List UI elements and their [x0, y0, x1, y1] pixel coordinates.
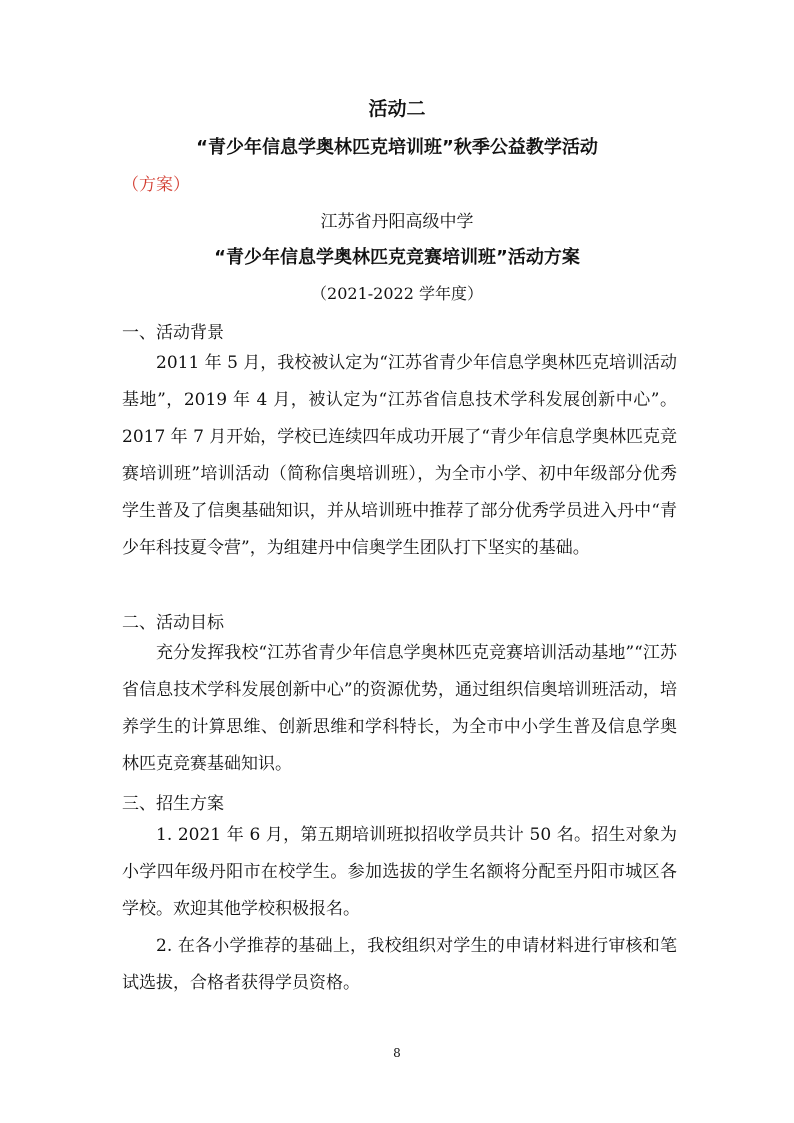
academic-year: （2021-2022 学年度）: [311, 284, 483, 303]
activity-title: “青少年信息学奥林匹克培训班”秋季公益教学活动: [196, 137, 598, 158]
paragraph-enrollment-2: 2. 在各小学推荐的基础上，我校组织对学生的申请材料进行审核和笔试选拔，合格者获得学员资格。: [122, 936, 677, 993]
document-title: “青少年信息学奥林匹克竞赛培训班”活动方案: [214, 247, 580, 268]
section-heading-background: 一、活动背景: [122, 323, 224, 343]
school-name: 江苏省丹阳高级中学: [320, 212, 474, 232]
paragraph-goals: 充分发挥我校“江苏省青少年信息学奥林匹克竞赛培训活动基地”“江苏省信息技术学科发展创新中心”的资源优势，通过组织信奥培训班活动，培养学生的计算思维、创新思维和学科特长，为全市中小学生普及信息学奥林匹克竞赛基础知识。: [122, 643, 677, 774]
plan-tag: （方案）: [122, 175, 190, 195]
page-number: 8: [393, 1046, 401, 1060]
paragraph-background: 2011 年 5 月，我校被认定为“江苏省青少年信息学奥林匹克培训活动基地”，2019 年 4 月，被认定为“江苏省信息技术学科发展创新中心”。2017 年 7 月开始，学校已连续四年成功开展了“青少年信息学奥林匹克竞赛培训班”培训活动（简称信奥培训班），为全市小学、初中年级部分优秀学生普及了信奥基础知识，并从培训班中推荐了部分优秀学员进入丹中“青少年科技夏令营”，为组建丹中信奥学生团队打下坚实的基础。: [122, 353, 677, 558]
section-heading-goals: 二、活动目标: [122, 613, 224, 633]
paragraph-enrollment-1: 1. 2021 年 6 月，第五期培训班拟招收学员共计 50 名。招生对象为小学四年级丹阳市在校学生。参加选拔的学生名额将分配至丹阳市城区各学校。欢迎其他学校积极报名。: [122, 825, 677, 919]
section-heading-enrollment: 三、招生方案: [122, 794, 224, 814]
activity-heading: 活动二: [368, 98, 426, 120]
